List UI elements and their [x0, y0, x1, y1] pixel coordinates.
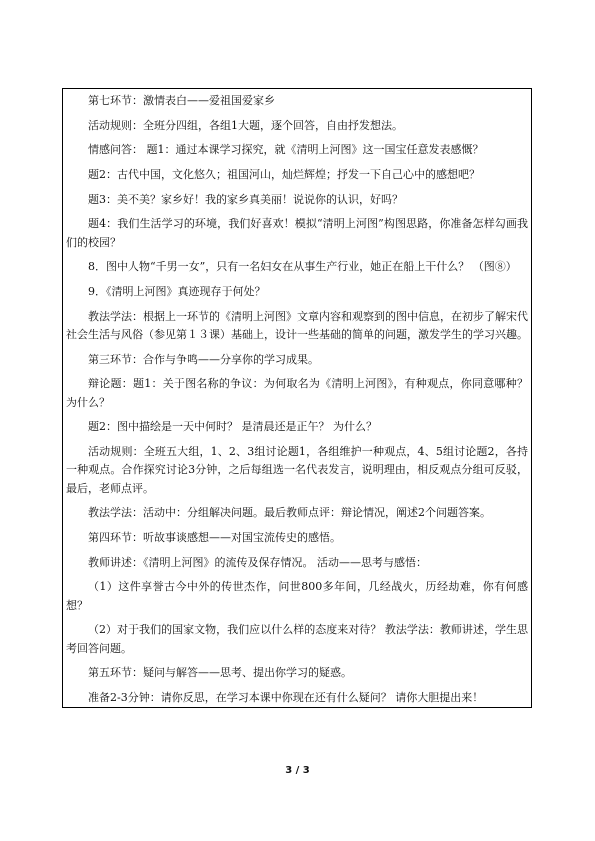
- paragraph: 第七环节：激情表白——爱祖国爱家乡: [88, 94, 275, 107]
- paragraph: 8．图中人物“千男一女”，只有一名妇女在从事生产行业，她正在船上干什么？ （图⑧）: [88, 260, 517, 274]
- paragraph: 题2：古代中国，文化悠久；祖国河山，灿烂辉煌；抒发一下自己心中的感想吧？: [88, 168, 480, 182]
- paragraph: 情感问答： 题1：通过本课学习探究，就《清明上河图》这一国宝任意发表感慨？: [88, 143, 484, 157]
- lesson-content: [66, 92, 528, 714]
- paragraph: 题2：图中描绘是一天中何时？ 是清晨还是正午？ 为什么？: [88, 420, 377, 434]
- paragraph: 教法学法：活动中：分组解决问题。最后教师点评：辩论情况，阐述2个问题答案。: [88, 506, 491, 520]
- paragraph: 题4：我们生活学习的环境，我们好喜欢！模拟“清明上河图”构图思路，你准备怎样勾画我们的校园？: [66, 217, 528, 249]
- paragraph: 第五环节：疑问与解答——思考、提出你学习的疑惑。: [88, 666, 352, 680]
- paragraph: 活动规则：全班分四组，各组1大题，逐个回答，自由抒发想法。: [88, 118, 403, 132]
- paragraph: （2）对于我们的国家文物，我们应以什么样的态度来对待？ 教法学法：教师讲述，学生思考回答问题。: [66, 623, 528, 655]
- paragraph: 9．《清明上河图》真迹现存于何处？: [88, 285, 266, 299]
- paragraph: 教法学法：根据上一环节的《清明上河图》文章内容和观察到的图中信息，在初步了解宋代社会生活与风俗（参见第１３课）基础上，设计一些基础的简单的问题，激发学生的学习兴趣。: [66, 309, 528, 342]
- paragraph: 活动规则：全班五大组，1、2、3组讨论题1，各组维护一种观点，4、5组讨论题2，各持一种观点。合作探究讨论3分钟，之后每组选一名代表发言，说明理由，相反观点分组可反驳，最后，老师点评。: [66, 445, 528, 495]
- paragraph: 准备2-3分钟：请你反思，在学习本课中你现在还有什么疑问？ 请你大胆提出来！: [88, 691, 484, 705]
- paragraph: 题3：美不美？家乡好！我的家乡真美丽！说说你的认识，好吗？: [88, 192, 403, 206]
- paragraph: （1）这件享誉古今中外的传世杰作，问世800多年间，几经战火，历经劫难，你有何感想？: [66, 580, 528, 612]
- page-number: 3 / 3: [285, 765, 310, 776]
- paragraph: 第三环节：合作与争鸣——分享你的学习成果。: [88, 352, 319, 366]
- paragraph: 辩论题：题1：关于图名称的争议：为何取名为《清明上河图》，有种观点，你同意哪种？为什么？: [66, 377, 528, 409]
- paragraph: 第四环节：听故事谈感想——对国宝流传史的感悟。: [88, 531, 341, 545]
- paragraph: 教师讲述：《清明上河图》的流传及保存情况。 活动——思考与感悟：: [88, 555, 427, 569]
